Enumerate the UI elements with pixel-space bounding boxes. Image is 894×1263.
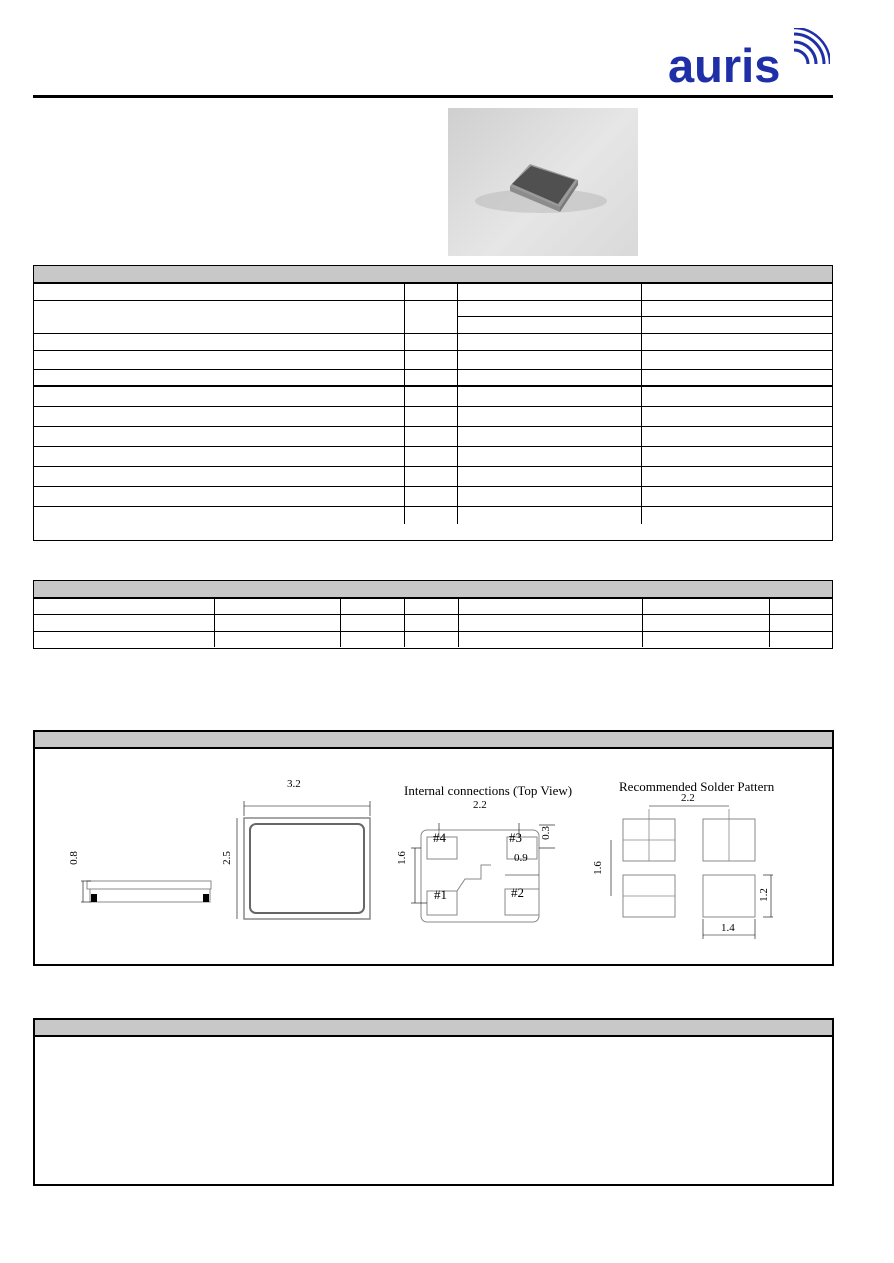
solder-pad-w-label: 1.4 [721, 922, 735, 934]
logo-text: auris [668, 39, 781, 92]
table-row [34, 487, 832, 507]
pin-4-label: #4 [433, 830, 446, 845]
notes-box-header [35, 1020, 832, 1037]
crystal-package-icon [448, 108, 638, 256]
solder-pad-h-label: 1.2 [757, 888, 770, 902]
internal-pitch-label: 1.6 [395, 851, 408, 865]
solder-pattern-drawing [611, 806, 773, 939]
table-row [34, 301, 832, 334]
top-height-label: 2.5 [220, 851, 233, 865]
ordering-table-header [34, 581, 832, 599]
table-row [34, 351, 832, 370]
side-view-drawing [81, 881, 211, 902]
product-photo [448, 108, 638, 256]
table-row [34, 427, 832, 447]
notes-box [33, 1018, 834, 1186]
solder-pattern-title: Recommended Solder Pattern [619, 779, 775, 794]
side-height-label: 0.8 [67, 851, 80, 865]
pin-2-label: #2 [511, 885, 524, 900]
table-row [34, 599, 832, 615]
wireless-waves-icon [790, 28, 830, 68]
table-row [34, 632, 832, 647]
pin-3-label: #3 [509, 830, 522, 845]
table-row [34, 334, 832, 351]
table-row [34, 447, 832, 467]
dimensions-box [33, 730, 834, 966]
dimensions-box-header [35, 732, 832, 749]
internal-pad-h-label: 0.3 [539, 826, 552, 840]
top-width-label: 3.2 [287, 778, 301, 790]
header-divider [33, 95, 833, 98]
table-row [34, 507, 832, 524]
ordering-table [33, 580, 833, 649]
table-row [34, 467, 832, 487]
table-row [34, 387, 832, 407]
auris-logo [660, 28, 835, 98]
table-row [34, 615, 832, 632]
top-view-drawing [237, 801, 370, 919]
specifications-table-header [34, 266, 832, 284]
pin-1-label: #1 [434, 887, 447, 902]
internal-connections-title: Internal connections (Top View) [404, 783, 573, 798]
solder-pitch-label: 1.6 [591, 861, 604, 875]
solder-width-label: 2.2 [681, 792, 695, 804]
internal-pad-w-label: 0.9 [514, 852, 528, 864]
specifications-table [33, 265, 833, 541]
internal-width-label: 2.2 [473, 799, 487, 811]
table-row [34, 407, 832, 427]
table-row [34, 370, 832, 387]
table-row [34, 284, 832, 301]
